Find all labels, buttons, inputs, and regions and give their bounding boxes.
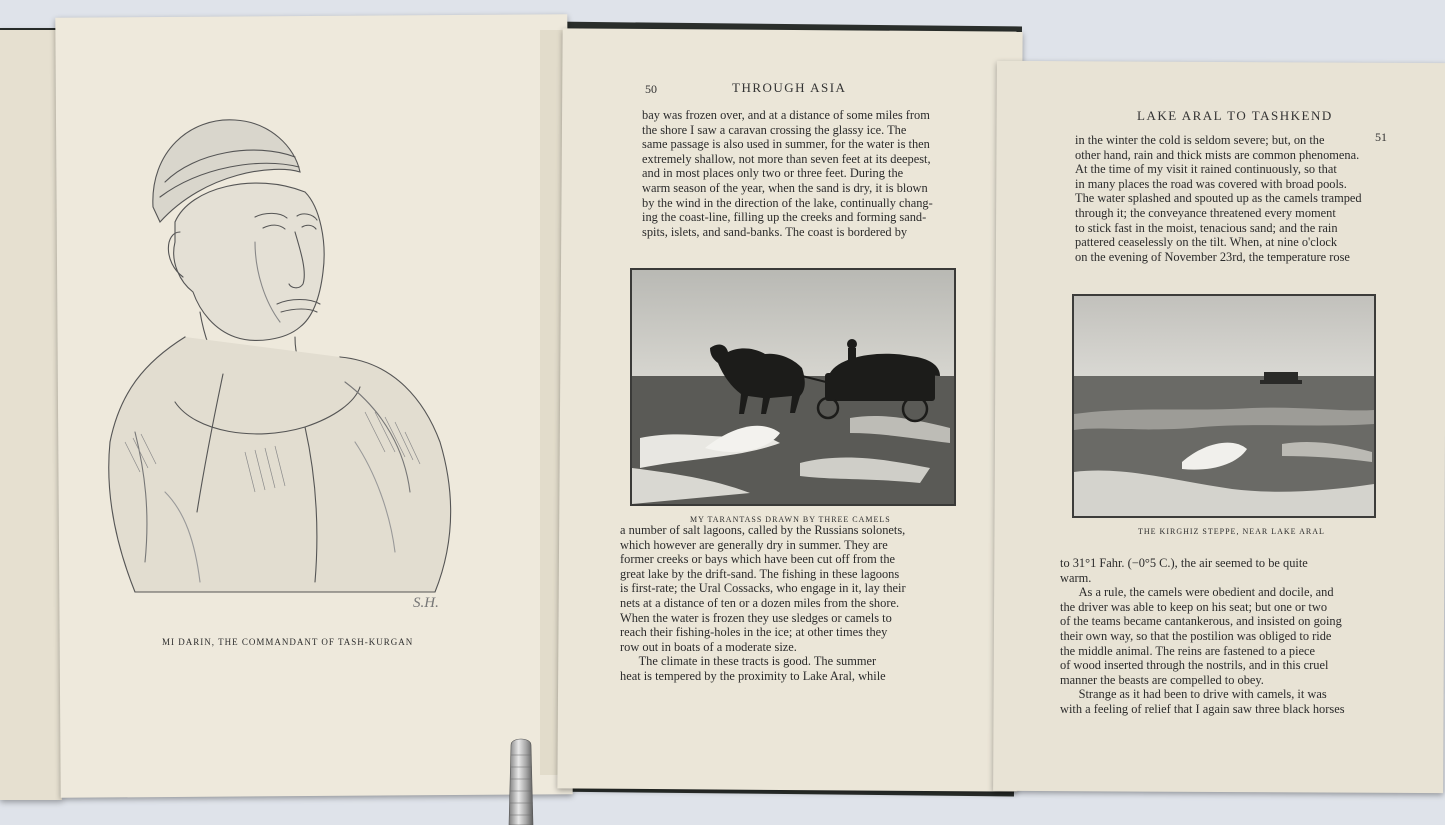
text-line: of the teams became cantankerous, and insisted on going (1060, 614, 1342, 629)
text-line: pattered ceaselessly on the tilt. When, at nine o'clock (1075, 235, 1338, 250)
text-line: which however are generally dry in summer. They are (620, 537, 888, 552)
text-line: a number of salt lagoons, called by the Russians solonets, (620, 523, 906, 537)
text-line: reach their fishing-holes in the ice; at other times they (620, 625, 888, 640)
photo-caption-middle: MY TARANTASS DRAWN BY THREE CAMELS (690, 515, 891, 524)
text-line: on the evening of November 23rd, the temperature rose (1075, 249, 1350, 264)
text-line: The climate in these tracts is good. The summer (638, 654, 877, 669)
text-line: nets at a distance of ten or a dozen miles from the shore. (620, 595, 900, 610)
middle-text-top (642, 108, 972, 239)
signature: S.H. (413, 595, 439, 611)
text-line: manner the beasts are compelled to obey. (1060, 672, 1264, 687)
text-line: of wood inserted through the nostrils, and in this cruel (1060, 658, 1329, 673)
page-number-51: 51 (1375, 130, 1387, 144)
text-line: in many places the road was covered with broad pools. (1075, 176, 1347, 191)
text-line: with a feeling of relief that I again saw three black horses (1060, 701, 1345, 716)
text-line: extremely shallow, not more than seven feet at its deepest, (642, 151, 931, 166)
text-line: Strange as it had been to drive with camels, it was (1078, 687, 1327, 702)
text-line: the middle animal. The reins are fastened to a piece (1060, 643, 1316, 658)
text-line: At the time of my visit it rained continuously, so that (1075, 162, 1337, 177)
text-line: to stick fast in the moist, tenacious sand; and the rain (1075, 220, 1338, 235)
text-line: As a rule, the camels were obedient and docile, and (1078, 585, 1334, 600)
text-line: warm season of the year, when the sand is dry, it is blown (642, 180, 928, 195)
photo-kirghiz-steppe (1072, 294, 1376, 518)
text-line: heat is tempered by the proximity to Lake Aral, while (620, 668, 886, 683)
middle-text-bottom (620, 523, 948, 684)
running-head-right: LAKE ARAL TO TASHKEND (1137, 108, 1333, 123)
text-line: other hand, rain and thick mists are common phenomena. (1075, 147, 1360, 162)
page-number-50: 50 (645, 82, 657, 96)
portrait-illustration (105, 112, 460, 627)
text-line: by the wind in the direction of the lake, continually chang- (642, 195, 933, 210)
text-line: former creeks or bays which have been cut off from the (620, 552, 896, 567)
text-line: the driver was able to keep on his seat; but one or two (1060, 599, 1328, 614)
text-line: warm. (1060, 570, 1092, 585)
text-line: great lake by the drift-sand. The fishing in these lagoons (620, 566, 900, 581)
pen-cap (503, 735, 539, 825)
page-edge-left (0, 30, 62, 800)
text-line: spits, islets, and sand-banks. The coast is bordered by (642, 224, 908, 239)
text-line: same passage is also used in summer, for the water is then (642, 137, 930, 152)
text-line: in the winter the cold is seldom severe; but, on the (1075, 133, 1325, 147)
photo-caption-right: THE KIRGHIZ STEPPE, NEAR LAKE ARAL (1138, 527, 1325, 536)
portrait-caption: MI DARIN, THE COMMANDANT OF TASH-KURGAN (162, 637, 414, 647)
text-line: the shore I saw a caravan crossing the glassy ice. The (642, 122, 907, 137)
text-line: bay was frozen over, and at a distance of some miles from (642, 108, 930, 122)
right-text-bottom (1060, 556, 1370, 717)
running-head-middle: THROUGH ASIA (732, 80, 847, 95)
text-line: The water splashed and spouted up as the camels tramped (1075, 191, 1362, 206)
text-line: ing the coast-line, filling up the creeks and forming sand- (642, 210, 927, 225)
photo-tarantass-camels (630, 268, 956, 506)
text-line: When the water is frozen they use sledges or camels to (620, 610, 892, 625)
text-line: is first-rate; the Ural Cossacks, who engage in it, lay their (620, 581, 906, 596)
right-text-top (1075, 133, 1387, 264)
text-line: through it; the conveyance threatened every moment (1075, 205, 1336, 220)
text-line: their own way, so that the postilion was obliged to ride (1060, 628, 1332, 643)
text-line: and in most places only two or three feet. During the (642, 166, 904, 181)
text-line: to 31°1 Fahr. (−0°5 C.), the air seemed to be quite (1060, 556, 1308, 570)
text-line: row out in boats of a moderate size. (620, 639, 797, 654)
